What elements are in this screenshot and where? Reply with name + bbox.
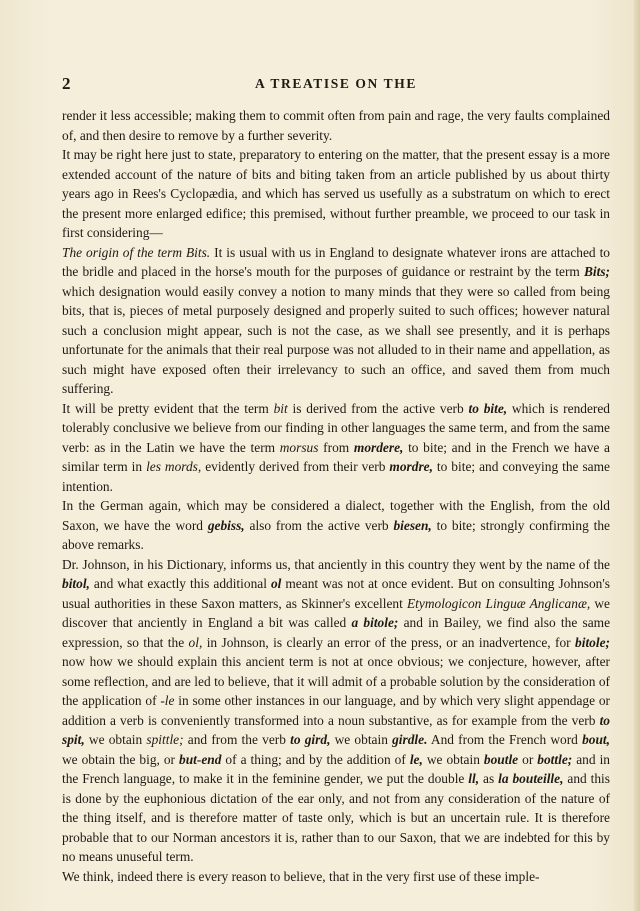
bold-italic-term: bitole; [575, 634, 611, 650]
bold-italic-term: Bits; [583, 264, 610, 279]
text-run: we discover that anciently in England a bit was called [62, 595, 610, 630]
page-number: 2 [62, 74, 71, 93]
text-run: now how we should explain this ancient term is not at once obvious; we conjecture, however, after some reflection, and are led to believe, that it will admit of a probable solution by the consideration of the application of [62, 654, 610, 708]
bold-italic-term: la bouteille, [498, 771, 564, 786]
italic-term: spittle; [146, 732, 184, 747]
paragraph [62, 243, 610, 399]
text-run: in Johnson, is clearly an error of the press, or an inadvertence, for [202, 634, 576, 650]
bold-italic-term: bitol, [62, 576, 90, 591]
italic-term: The origin of the term Bits. [62, 244, 211, 260]
text-run: is derived from the active verb [287, 400, 469, 416]
text-run: of a thing; and by the addition of [221, 751, 410, 767]
text-run: In the German again, which may be considered a dialect, together with the English, from the old Saxon, we have the word [62, 498, 610, 533]
text-run: we obtain [330, 732, 393, 747]
paragraph [62, 399, 610, 497]
paragraph [62, 555, 610, 867]
paragraph [62, 145, 610, 243]
text-run: also from the active verb [244, 517, 394, 533]
bold-italic-term: le, [409, 751, 423, 767]
bold-italic-term: bout, [582, 732, 610, 747]
text-run: evidently derived from their verb [201, 459, 390, 474]
italic-term: -le [160, 693, 175, 708]
text-run: meant was not at once evident. But on consulting Johnson's usual authorities in these Saxon matters, as Skinner's excellent [62, 576, 610, 611]
bold-italic-term: to spit, [62, 712, 610, 747]
bold-italic-term: gebiss, [207, 517, 245, 533]
text-run: Dr. Johnson, in his Dictionary, informs us, that anciently in this country they went by the name of the [62, 556, 610, 572]
text-run: as [479, 771, 499, 786]
text-run: and from the verb [183, 732, 291, 747]
italic-term: Etymologicon Linguæ Anglicanæ, [407, 595, 591, 611]
bold-italic-term: bottle; [537, 751, 573, 767]
body-text [62, 106, 610, 886]
bold-italic-term: but-end [179, 751, 222, 767]
bold-italic-term: biesen, [393, 517, 432, 533]
text-run: and this is done by the euphonious dictation of the ear only, and not from any consideration of the nature of the thing itself, and is therefore matter of taste only, which is but an uncertain rule. It is therefore probable that to our Norman ancestors it is, rather than to our Saxon, that we are indebted for this by no means unuseful term. [62, 771, 610, 864]
text-run: render it less accessible; making them to commit often from pain and rage, the very faults complained of, and then desire to remove by a further severity. [62, 108, 610, 143]
italic-term: bit [273, 400, 288, 416]
bold-italic-term: mordre, [389, 459, 433, 474]
text-run: It may be right here just to state, preparatory to entering on the matter, that the present essay is a more extended account of the nature of bits and biting taken from an article published by us about thirty years ago in Rees's Cyclopædia, and which has served us usefully as a substratum on which to erect the present more enlarged edifice; this premised, without further preamble, we proceed to our task in first considering— [62, 147, 610, 240]
bold-italic-term: to gird, [290, 732, 331, 747]
page-edge [634, 0, 640, 911]
text-run: to bite; strongly confirming the above remarks. [62, 517, 610, 552]
bold-italic-term: a bitole; [351, 615, 399, 630]
text-run: and what exactly this additional [89, 576, 271, 591]
running-title: A TREATISE ON THE [255, 76, 417, 91]
text-run: to bite; and in the French we have a similar term in [62, 439, 610, 474]
bold-italic-term: ll, [468, 771, 480, 786]
text-run: and in Bailey, we find also the same expression, so that the [62, 615, 611, 650]
bold-italic-term: mordere, [353, 439, 404, 455]
italic-term: morsus [279, 439, 319, 455]
text-run: We think, indeed there is every reason to believe, that in the very first use of these imple- [62, 868, 540, 884]
text-run: from [318, 439, 354, 455]
bold-italic-term: ol [270, 576, 282, 591]
bold-italic-term: girdle. [392, 732, 428, 747]
bold-italic-term: to bite, [468, 400, 508, 416]
paragraph [62, 106, 610, 145]
bold-italic-term: boutle [483, 751, 519, 767]
text-run: And from the French word [427, 732, 583, 747]
text-run: It is usual with us in England to designate whatever irons are attached to the bridle and placed in the horse's mouth for the purposes of guidance or restraint by the term [62, 244, 611, 279]
text-run: we obtain [84, 732, 147, 747]
paragraph [62, 496, 610, 555]
running-head [62, 74, 610, 96]
italic-term: ol, [188, 634, 203, 650]
italic-term: les mords, [146, 459, 202, 474]
text-run: we obtain [422, 751, 484, 767]
text-run: to bite; and conveying the same intention. [62, 459, 610, 494]
text-run: It will be pretty evident that the term [62, 400, 274, 416]
paragraph [62, 867, 610, 887]
text-run: which is rendered tolerably conclusive we believe from our finding in other languages the same term, and from the same verb: as in the Latin we have the term [62, 400, 610, 455]
text-run: which designation would easily convey a notion to many minds that they were so called from being bits, that is, pieces of metal purposely designed and properly suited to such offices; however natural such a conclusion might appear, such is not the case, as we shall see presently, and it is perhaps unfortunate for the animals that their real purpose was not alluded to in their name and appellation, as such might have exposed often their irrelevancy to such an office, and saved them from much suffering. [62, 283, 610, 396]
text-run: or [518, 751, 538, 767]
text-run: and in the French language, to make it in the feminine gender, we put the double [62, 751, 610, 786]
text-run: in some other instances in our language, and by which very slight appendage or addition a verb is conveniently transformed into a noun substantive, as for example from the verb [62, 693, 610, 728]
text-run: we obtain the big, or [62, 751, 180, 767]
